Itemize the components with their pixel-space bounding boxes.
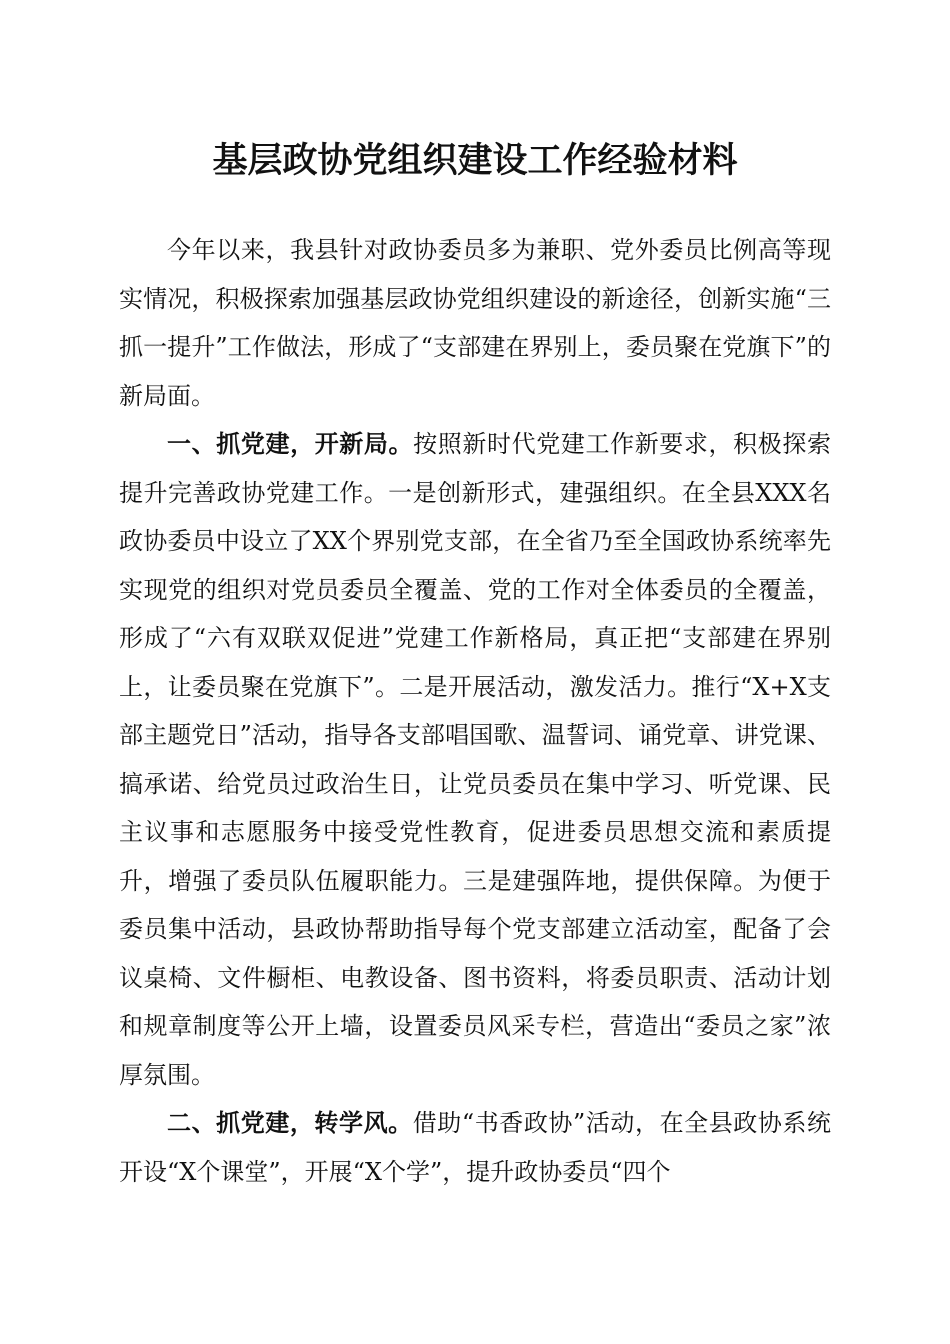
paragraph-intro-text: 今年以来，我县针对政协委员多为兼职、党外委员比例高等现实情况，积极探索加强基层政协党组织建设的新途径，创新实施“三抓一提升”工作做法，形成了“支部建在界别上，委员聚在党旗下”的新局面。 [119, 236, 831, 410]
document-title: 基层政协党组织建设工作经验材料 [212, 140, 738, 181]
section-two-text: 借助“书香政协”活动，在全县政协系统开设“X个课堂”，开展“X个学”，提升政协委员“四个 [119, 1109, 832, 1186]
paragraph-intro [119, 226, 831, 420]
section-one-text: 按照新时代党建工作新要求，积极探索提升完善政协党建工作。一是创新形式，建强组织。在全县XXX名政协委员中设立了XX个界别党支部，在全省乃至全国政协系统率先实现党的组织对党员委员全覆盖、党的工作对全体委员的全覆盖，形成了“六有双联双促进”党建工作新格局，真正把“支部建在界别上，让委员聚在党旗下”。二是开展活动，激发活力。推行“X+X支部主题党日”活动，指导各支部唱国歌、温誓词、诵党章、讲党课、搞承诺、给党员过政治生日，让党员委员在集中学习、听党课、民主议事和志愿服务中接受党性教育，促进委员思想交流和素质提升，增强了委员队伍履职能力。三是建强阵地，提供保障。为便于委员集中活动，县政协帮助指导每个党支部建立活动室，配备了会议桌椅、文件橱柜、电教设备、图书资料，将委员职责、活动计划和规章制度等公开上墙，设置委员风采专栏，营造出“委员之家”浓厚氛围。 [119, 430, 832, 1089]
section-one-heading: 一、抓党建，开新局。 [167, 430, 414, 458]
document-body [119, 226, 831, 1196]
paragraph-section-one [119, 420, 831, 1099]
section-two-heading: 二、抓党建，转学风。 [167, 1109, 413, 1137]
paragraph-section-two [119, 1099, 831, 1196]
